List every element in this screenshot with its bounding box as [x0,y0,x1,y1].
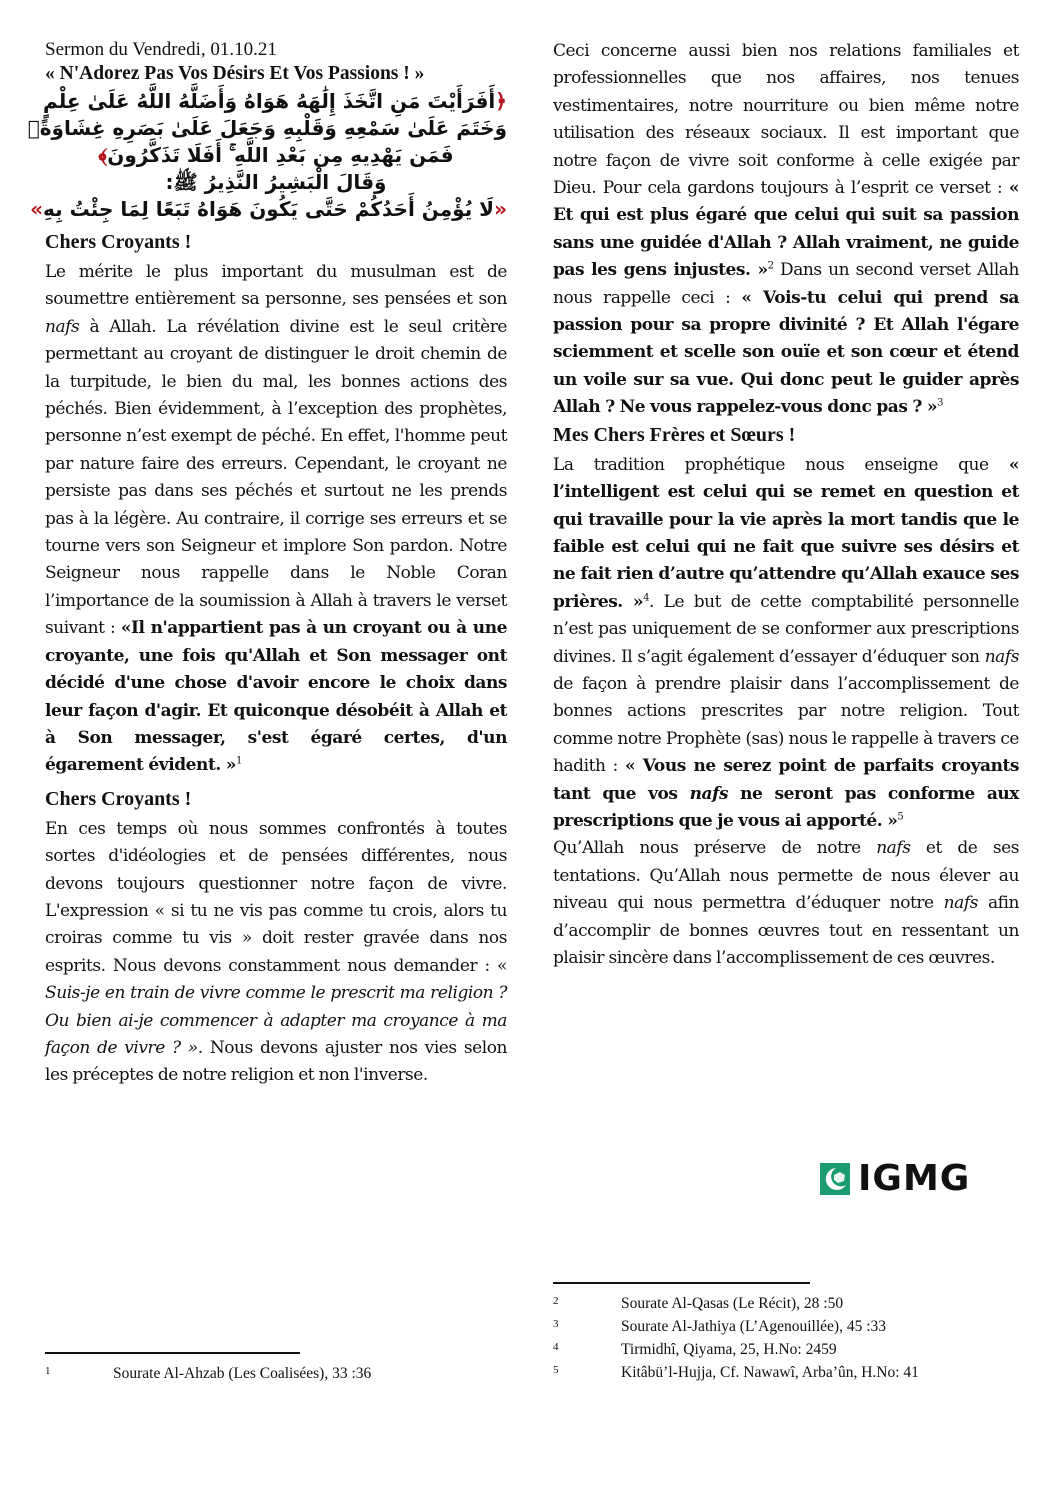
quote-verse-2: « Et qui est plus égaré que celui qui suit sa passion sans une guidée d'Allah ? Allah vraiment, ne guide pas les gens injustes. » [553,178,1019,281]
ornament-close-icon: ﴾ [98,143,108,167]
arabic-line-2: وَخَتَمَ عَلَىٰ سَمْعِهِ وَقَلْبِهِ وَجَعَلَ عَلَىٰ بَصَرِهِ غِشَاوَةً [27,116,507,140]
ornament-open-icon: ﴿ [495,89,507,113]
arabic-line-5: «لَا يُؤْمِنُ أَحَدُكُمْ حَتَّى يَكُونَ هَوَاهُ تَبَعًا لِمَا جِئْتُ بِهِ» [30,197,507,221]
footnote-ref-3[interactable]: 3 [937,397,944,409]
paragraph-right-1: Ceci concerne aussi bien nos relations familiales et professionnelles que nos affaires, nos tenues vestimentaires, notre nourriture ou bien même notre utilisation des réseaux sociaux. Il est important que notre façon de vivre soit conforme à celle exigée par Dieu. Pour cela gardons toujours à l’esprit ce verset : « Et qui est plus égaré que celui qui suit sa passion sans une guidée d'Allah ? Allah vraiment, ne guide pas les gens injustes. »$^2$ Dans un second verset Allah nous rappelle ceci : « Vois-tu celui qui prend sa passion pour sa propre divinité ? Et Allah l'égare sciemment et scelle son ouïe et son cœur et étend un voile sur sa vue. Qui donc peut le guider après Allah ? Ne vous rappelez-vous donc pas ? »$^3$ [553,41,1019,418]
igmg-logo [820,1158,980,1199]
crescent-logo-icon [820,1163,850,1195]
hadith-close-icon: » [30,197,44,221]
quote-hadith-1: « l’intelligent est celui qui se remet en question et qui travaille pour la vie après la mort tandis que le faible est celui qui ne fait que suivre ses désirs et ne fait rien d’autre qu’attendre qu’Allah exauce ses prières. » [553,454,1019,612]
right-column [553,38,1019,972]
arabic-line-3: فَمَن يَهْدِيهِ مِن بَعْدِ اللَّهِ ۚ أَفَلَا تَذَكَّرُونَ﴾ [98,143,454,167]
heading-freres-soeurs: Mes Chers Frères et Sœurs ! [553,423,796,446]
left-column [27,38,507,1090]
footnote-2: 2 Sourate Al-Qasas (Le Récit), 28 :50 [553,1295,844,1312]
sermon-title: « N'Adorez Pas Vos Désirs Et Vos Passions ! » [45,63,425,84]
footnote-ref-4[interactable]: 4 [643,592,650,604]
dateline: Sermon du Vendredi, 01.10.21 [45,39,277,60]
footnote-ref-5[interactable]: 5 [897,811,904,823]
paragraph-right-2: La tradition prophétique nous enseigne que « l’intelligent est celui qui se remet en question et qui travaille pour la vie après la mort tandis que le faible est celui qui ne fait que suivre ses désirs et ne fait rien d’autre qu’attendre qu’Allah exauce ses prières. »$^4$. Le but de cette comptabilité personnelle n’est pas uniquement de se conformer aux prescriptions divines. Il s’agit également d’essayer d’éduquer son nafs de façon à prendre plaisir dans l’accomplissement de bonnes actions prescrites par notre religion. Tout comme notre Prophète (sas) nous le rappelle à travers ce hadith : « Vous ne serez point de parfaits croyants tant que vos nafs ne seront pas conforme aux prescriptions que je vous ai apporté. »$^5$ [553,454,1019,831]
footnote-ref-2[interactable]: 2 [767,260,774,272]
quote-hadith-2: « Vous ne serez point de parfaits croyants tant que vos nafs ne seront pas conforme aux prescriptions que je vous ai apporté. » [553,756,1019,831]
footnote-separator-left [45,1352,300,1354]
arabic-verse-block [27,88,507,223]
arabic-line-4: وَقَالَ الْبَشِيرُ النَّذِيرُ ﷺ: [165,170,387,194]
footnote-separator-right [553,1282,810,1284]
footnote-ref-1[interactable]: 1 [235,755,242,767]
logo-text: IGMG [858,1158,971,1199]
footnote-1: 1 Sourate Al-Ahzab (Les Coalisées), 33 :36 [45,1365,372,1382]
paragraph-left-2: En ces temps où nous sommes confrontés à toutes sortes d'idéologies et de pensées différentes, nous devons toujours questionner notre façon de vivre. L'expression « si tu ne vis pas comme tu crois, alors tu croiras comme tu vis » doit rester gravée dans nos esprits. Nous devons constamment nous demander : « Suis-je en train de vivre comme le prescrit ma religion ? Ou bien ai-je commencer à adapter ma croyance à ma façon de vivre ? ». Nous devons ajuster nos vies selon les préceptes de notre religion et non l'inverse. [45,818,507,1086]
footnote-3: 3 Sourate Al-Jathiya (L’Agenouillée), 45 :33 [553,1318,887,1335]
paragraph-left-1: Le mérite le plus important du musulman est de soumettre entièrement sa personne, ses pensées et son nafs à Allah. La révélation divine est le seul critère permettant au croyant de distinguer le droit chemin de la turpitude, le bien du mal, les bonnes actions des péchés. Bien évidemment, à l’exception des prophètes, personne n’est exempt de péché. En effet, l'homme peut par nature faire des erreurs. Cependant, le croyant ne persiste pas dans ses péchés et surtout ne les prends pas à la légère. Au contraire, il corrige ses erreurs et se tourne vers son Seigneur et implore Son pardon. Notre Seigneur nous rappelle dans le Noble Coran l’importance de la soumission à Allah à travers le verset suivant : «Il n'appartient pas à un croyant ou à une croyante, une fois qu'Allah et Son messager ont décidé d'une chose d'avoir encore le choix dans leur façon d'agir. Et quiconque désobéit à Allah et à Son messager, s'est égaré certes, d'un égarement évident. »$^1$ [45,262,507,776]
paragraph-right-3: Qu’Allah nous préserve de notre nafs et de ses tentations. Qu’Allah nous permette de nous élever au niveau qui nous permettra d’éduquer notre nafs afin d’accomplir de bonnes œuvres tout en ressentant un plaisir sincère dans l’accomplissement de ces œuvres. [553,838,1020,968]
quote-verse-1: «Il n'appartient pas à un croyant ou à une croyante, une fois qu'Allah et Son messager ont décidé d'une chose d'avoir encore le choix dans leur façon d'agir. Et quiconque désobéit à Allah et à Son messager, s'est égaré certes, d'un égarement évident. » [45,618,507,776]
quote-verse-3: « Vois-tu celui qui prend sa passion pour sa propre divinité ? Et Allah l'égare sciemment et scelle son ouïe et son cœur et étend un voile sur sa vue. Qui donc peut le guider après Allah ? Ne vous rappelez-vous donc pas ? » [553,287,1019,418]
footnote-4: 4 Tirmidhî, Qiyama, 25, H.No: 2459 [553,1341,837,1358]
italic-question: Suis-je en train de vivre comme le prescrit ma religion ? Ou bien ai-je commencer à adapter ma croyance à ma façon de vivre ? » [45,983,507,1058]
hadith-open-icon: « [494,197,507,221]
footnote-5: 5 Kitâbü’l-Hujja, Cf. Nawawî, Arba’ûn, H.No: 41 [553,1364,919,1381]
heading-chers-croyants-2: Chers Croyants ! [45,787,192,810]
heading-chers-croyants-1: Chers Croyants ! [45,231,192,253]
arabic-line-1: ﴿أَفَرَأَيْتَ مَنِ اتَّخَذَ إِلَٰهَهُ هَوَاهُ وَأَضَلَّهُ اللَّهُ عَلَىٰ عِلْمٍ [43,89,507,113]
